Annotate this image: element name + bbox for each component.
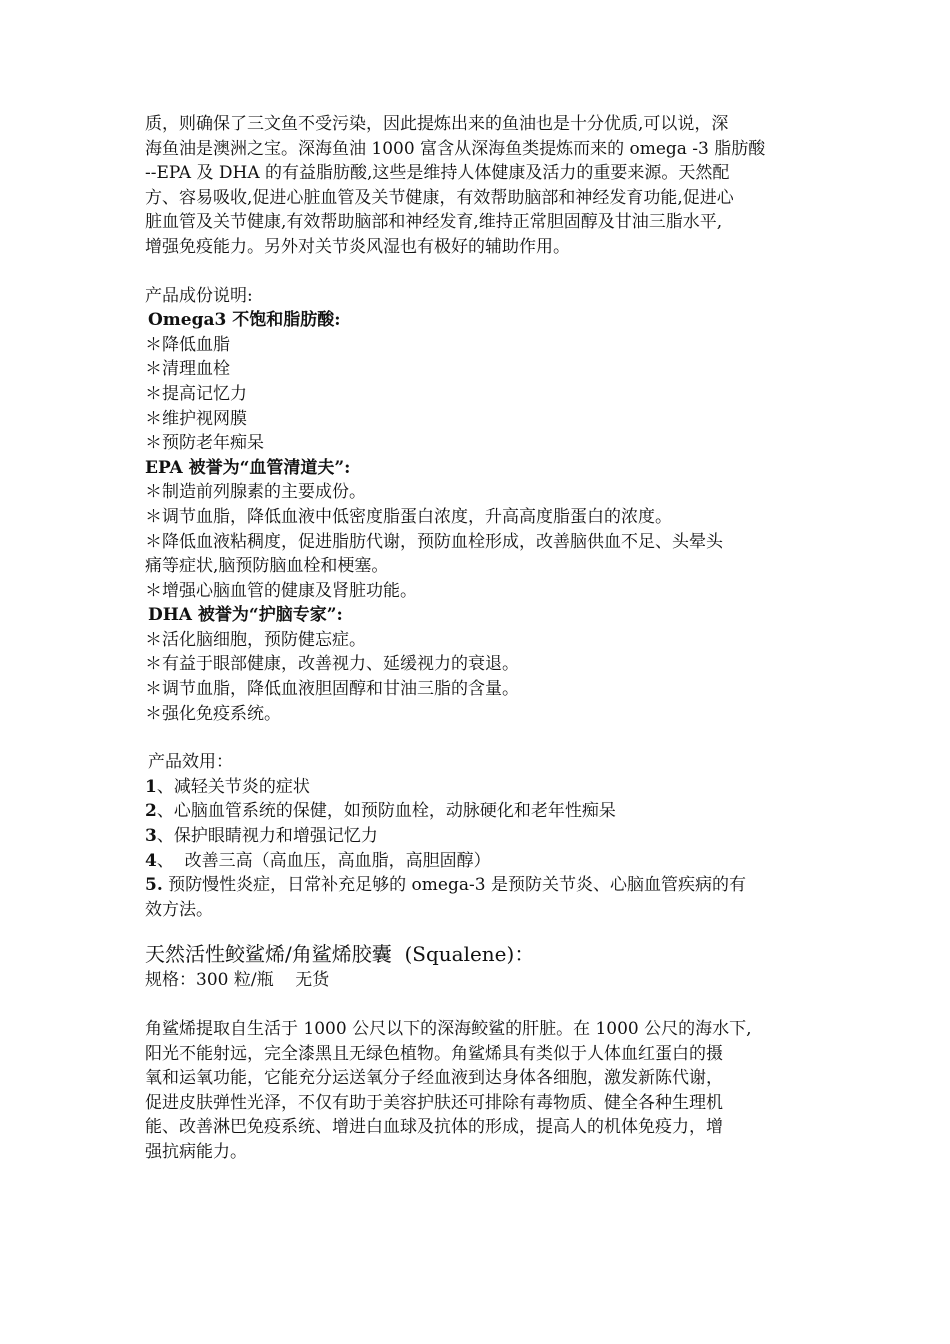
- list-item: ＊强化免疫系统。: [145, 703, 281, 724]
- effect-text: 、心脑血管系统的保健，如预防血栓，动脉硬化和老年性痴呆: [156, 801, 616, 822]
- list-item: ＊调节血脂，降低血液中低密度脂蛋白浓度，升高高度脂蛋白的浓度。: [145, 506, 672, 527]
- effect-item: [145, 799, 815, 824]
- list-item: ＊制造前列腺素的主要成份。: [145, 482, 366, 503]
- epa-title: EPA 被誉为“血管清道夫”:: [145, 457, 351, 478]
- effect-number: 3: [145, 826, 157, 847]
- list-item: ＊预防老年痴呆: [145, 433, 264, 454]
- fish-oil-intro: [145, 112, 815, 260]
- effect-number: 1: [145, 776, 157, 797]
- intro-line: 脏血管及关节健康,有效帮助脑部和神经发育,维持正常胆固醇及甘油三脂水平,: [145, 212, 723, 233]
- effect-text: 、 改善三高（高血压，高血脂，高胆固醇）: [156, 850, 491, 871]
- effect-text: 、减轻关节炎的症状: [156, 776, 310, 797]
- effect-item: [145, 824, 815, 849]
- desc-line: 强抗病能力。: [145, 1141, 247, 1162]
- ingredients-title: 产品成份说明:: [145, 285, 253, 306]
- omega3-title: Omega3 不饱和脂肪酸:: [148, 310, 341, 331]
- list-item: ＊有益于眼部健康，改善视力、延缓视力的衰退。: [145, 654, 519, 675]
- list-item: ＊维护视网膜: [145, 408, 247, 429]
- intro-line: 质，则确保了三文鱼不受污染，因此提炼出来的鱼油也是十分优质,可以说，深: [145, 114, 729, 134]
- effect-number: 2: [145, 801, 157, 822]
- squalene-spec: 规格：300 粒/瓶 无货: [145, 970, 330, 991]
- desc-line: 角鲨烯提取自生活于 1000 公尺以下的深海鲛鲨的肝脏。在 1000 公尺的海水下,: [145, 1019, 752, 1039]
- effects-title: 产品效用：: [148, 752, 233, 773]
- intro-line: 增强免疫能力。另外对关节炎风湿也有极好的辅助作用。: [145, 236, 570, 257]
- effect-item: [145, 873, 815, 898]
- dha-title: DHA 被誉为“护脑专家”:: [148, 605, 343, 626]
- effect-number: 5.: [145, 875, 163, 896]
- effect-text: 预防慢性炎症，日常补充足够的 omega-3 是预防关节炎、心脑血管疾病的有: [162, 875, 746, 896]
- intro-line: 海鱼油是澳洲之宝。深海鱼油 1000 富含从深海鱼类提炼而来的 omega -3 脂肪酸: [145, 138, 766, 159]
- list-item: ＊增强心脑血管的健康及肾脏功能。: [145, 580, 417, 601]
- list-item: ＊降低血液粘稠度，促进脂肪代谢，预防血栓形成，改善脑供血不足、头晕头: [145, 531, 723, 552]
- list-item: ＊提高记忆力: [145, 383, 247, 404]
- squalene-description: [145, 1017, 815, 1165]
- document-page: [145, 112, 815, 1165]
- desc-line: 能、改善淋巴免疫系统、增进白血球及抗体的形成，提高人的机体免疫力，增: [145, 1117, 723, 1138]
- list-item: ＊清理血栓: [145, 359, 230, 380]
- intro-line: --EPA 及 DHA 的有益脂肪酸,这些是维持人体健康及活力的重要来源。天然配: [145, 163, 730, 184]
- desc-line: 阳光不能射远，完全漆黑且无绿色植物。角鲨烯具有类似于人体血红蛋白的摄: [145, 1043, 723, 1064]
- list-item: ＊调节血脂，降低血液胆固醇和甘油三脂的含量。: [145, 679, 519, 700]
- list-item: ＊活化脑细胞，预防健忘症。: [145, 629, 366, 650]
- desc-line: 氧和运氧功能，它能充分运送氧分子经血液到达身体各细胞，激发新陈代谢，: [145, 1068, 723, 1089]
- effect-tail: 效方法。: [145, 899, 213, 920]
- effect-text: 、保护眼睛视力和增强记忆力: [156, 826, 378, 847]
- list-item: ＊降低血脂: [145, 334, 230, 355]
- effect-item: [145, 775, 815, 800]
- effect-item: [145, 849, 815, 874]
- desc-line: 促进皮肤弹性光泽，不仅有助于美容护肤还可排除有毒物质、健全各种生理机: [145, 1092, 723, 1113]
- effect-number: 4: [145, 850, 157, 871]
- squalene-heading: 天然活性鲛鲨烯/角鲨烯胶囊 (Squalene)：: [145, 942, 535, 967]
- intro-line: 方、容易吸收,促进心脏血管及关节健康，有效帮助脑部和神经发育功能,促进心: [145, 187, 734, 208]
- list-item: 痛等症状,脑预防脑血栓和梗塞。: [145, 556, 389, 577]
